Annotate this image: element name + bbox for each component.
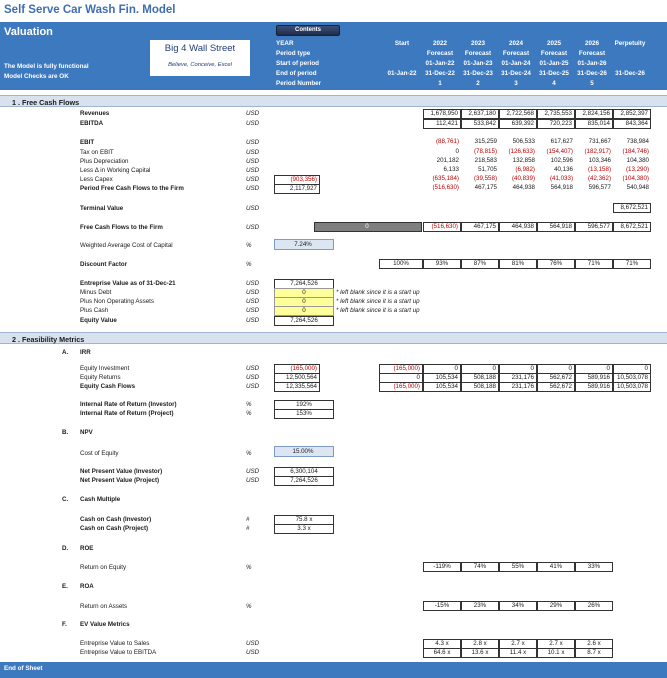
ev-adjustment-input[interactable]: 0 bbox=[274, 297, 334, 307]
metric-title: EV Value Metrics bbox=[80, 621, 130, 628]
row-label: Weighted Average Cost of Capital bbox=[80, 242, 173, 249]
model-title: Self Serve Car Wash Fin. Model bbox=[4, 4, 176, 16]
value-cell: 562,672 bbox=[537, 373, 575, 383]
metric-letter: D. bbox=[62, 545, 69, 552]
unit-label: USD bbox=[246, 317, 260, 324]
ev-adjustment-input[interactable]: 0 bbox=[274, 306, 334, 316]
value-cell: 102,596 bbox=[550, 157, 573, 164]
value-cell: 10,503,078 bbox=[613, 382, 651, 392]
value-cell: 464,938 bbox=[499, 222, 537, 232]
unit-label: USD bbox=[246, 280, 260, 287]
value-cell: 564,918 bbox=[537, 222, 575, 232]
logo-tagline: Believe, Conceive, Excel bbox=[168, 62, 232, 68]
row-label: Tax on EBIT bbox=[80, 149, 114, 156]
value-cell: 103,346 bbox=[588, 157, 611, 164]
roe-cell: 33% bbox=[575, 562, 613, 572]
period-year-cell: 2022 bbox=[432, 40, 447, 47]
value-cell: 639,392 bbox=[499, 119, 537, 129]
value-cell: 0 bbox=[499, 364, 537, 374]
ev-multiple-cell: 2.8 x bbox=[461, 639, 499, 649]
value-cell: 104,380 bbox=[626, 157, 649, 164]
period-end-cell: 01-Jan-22 bbox=[387, 70, 417, 77]
unit-label: % bbox=[246, 261, 252, 268]
metric-title: Cash Multiple bbox=[80, 496, 121, 503]
value-cell: 76% bbox=[537, 259, 575, 269]
period-row-label: Period type bbox=[276, 50, 311, 57]
unit-label: % bbox=[246, 401, 252, 408]
value-cell: 0 bbox=[537, 364, 575, 374]
discount-start-cell: 100% bbox=[379, 259, 423, 269]
unit-label: % bbox=[246, 564, 252, 571]
row-label: Plus Cash bbox=[80, 307, 109, 314]
row-label: Period Free Cash Flows to the Firm bbox=[80, 185, 184, 192]
value-cell: 562,672 bbox=[537, 382, 575, 392]
period-type-cell: Forecast bbox=[426, 50, 454, 57]
unit-label: USD bbox=[246, 640, 260, 647]
roa-cell: -15% bbox=[423, 601, 461, 611]
period-start-cell: 01-Jan-26 bbox=[577, 60, 607, 67]
unit-label: USD bbox=[246, 205, 260, 212]
value-cell: 71% bbox=[575, 259, 613, 269]
npv-result-cell: 7,264,526 bbox=[274, 476, 334, 486]
row-label: Equity Value bbox=[80, 317, 117, 324]
period-year-cell: Perpetuity bbox=[614, 40, 646, 47]
row-label: Internal Rate of Return (Investor) bbox=[80, 401, 177, 408]
period-type-cell: Forecast bbox=[502, 50, 530, 57]
unit-label: USD bbox=[246, 298, 260, 305]
total-cell: 2,117,927 bbox=[274, 184, 320, 194]
value-cell: 81% bbox=[499, 259, 537, 269]
metric-title: ROE bbox=[80, 545, 94, 552]
row-label: Equity Cash Flows bbox=[80, 383, 136, 390]
period-row-label: Start of period bbox=[276, 60, 320, 67]
value-cell: 2,722,568 bbox=[499, 109, 537, 119]
period-end-cell: 31-Dec-26 bbox=[615, 70, 645, 77]
metric-letter: B. bbox=[62, 429, 69, 436]
company-logo bbox=[150, 40, 250, 76]
unit-label: USD bbox=[246, 365, 260, 372]
start-cell: (165,000) bbox=[379, 364, 423, 374]
value-cell: (184,746) bbox=[622, 148, 649, 155]
value-cell: 8,672,521 bbox=[613, 222, 651, 232]
value-cell: 93% bbox=[423, 259, 461, 269]
wacc-input[interactable]: 7.24% bbox=[274, 239, 334, 250]
unit-label: # bbox=[246, 516, 250, 523]
value-cell: (635,184) bbox=[432, 175, 459, 182]
value-cell: 132,858 bbox=[512, 157, 535, 164]
period-end-cell: 31-Dec-22 bbox=[425, 70, 455, 77]
period-num-cell: 5 bbox=[590, 80, 594, 87]
row-label: Net Present Value (Investor) bbox=[80, 468, 163, 475]
period-end-cell: 31-Dec-23 bbox=[463, 70, 493, 77]
row-label: Entreprise Value to EBITDA bbox=[80, 649, 157, 656]
footer-bar bbox=[0, 662, 667, 678]
roa-cell: 34% bbox=[499, 601, 537, 611]
value-cell: 508,188 bbox=[461, 373, 499, 383]
value-cell: 2,852,397 bbox=[613, 109, 651, 119]
period-row-label: Period Number bbox=[276, 80, 322, 87]
value-cell: (13,290) bbox=[625, 166, 649, 173]
ev-multiple-cell: 2.6 x bbox=[575, 639, 613, 649]
cash-multiple-cell: 75.8 x bbox=[274, 515, 334, 525]
unit-label: USD bbox=[246, 383, 260, 390]
value-cell: 2,824,156 bbox=[575, 109, 613, 119]
unit-label: USD bbox=[246, 110, 260, 117]
total-cell: 12,335,564 bbox=[274, 382, 320, 392]
roe-cell: -119% bbox=[423, 562, 461, 572]
metric-letter: F. bbox=[62, 621, 67, 628]
value-cell: 508,188 bbox=[461, 382, 499, 392]
value-cell: 720,223 bbox=[537, 119, 575, 129]
row-label: EBITDA bbox=[80, 120, 104, 127]
period-num-cell: 3 bbox=[514, 80, 518, 87]
roa-cell: 26% bbox=[575, 601, 613, 611]
unit-label: USD bbox=[246, 468, 260, 475]
value-cell: 617,627 bbox=[550, 138, 573, 145]
roe-cell: 55% bbox=[499, 562, 537, 572]
unit-label: # bbox=[246, 525, 250, 532]
value-cell: 87% bbox=[461, 259, 499, 269]
row-label: Less Δ in Working Capital bbox=[80, 167, 151, 174]
period-end-cell: 31-Dec-26 bbox=[577, 70, 607, 77]
start-up-note: * left blank since it is a start up bbox=[336, 307, 420, 314]
metric-title: NPV bbox=[80, 429, 93, 436]
row-label: Cash on Cash (Project) bbox=[80, 525, 149, 532]
row-label: Revenues bbox=[80, 110, 110, 117]
period-start-cell: 01-Jan-22 bbox=[425, 60, 455, 67]
row-label: Internal Rate of Return (Project) bbox=[80, 410, 174, 417]
row-label: Entreprise Value to Sales bbox=[80, 640, 150, 647]
value-cell: 218,583 bbox=[474, 157, 497, 164]
value-cell: 0 bbox=[423, 364, 461, 374]
period-end-cell: 31-Dec-24 bbox=[501, 70, 531, 77]
contents-button[interactable]: Contents bbox=[276, 25, 340, 36]
row-label: Entreprise Value as of 31-Dec-21 bbox=[80, 280, 176, 287]
ev-multiple-cell: 13.6 x bbox=[461, 648, 499, 658]
value-cell: 467,175 bbox=[461, 222, 499, 232]
ev-multiple-cell: 2.7 x bbox=[537, 639, 575, 649]
row-label: Equity Returns bbox=[80, 374, 121, 381]
section-bar-feasibility-metrics bbox=[0, 332, 667, 344]
value-cell: 596,577 bbox=[588, 184, 611, 191]
period-start-cell: 01-Jan-24 bbox=[501, 60, 531, 67]
value-cell: 0 bbox=[613, 364, 651, 374]
value-cell: 0 bbox=[575, 364, 613, 374]
roe-cell: 41% bbox=[537, 562, 575, 572]
period-year-cell: Start bbox=[394, 40, 410, 47]
end-of-sheet-label: End of Sheet bbox=[4, 665, 43, 672]
value-cell: 10,503,078 bbox=[613, 373, 651, 383]
period-start-cell: 01-Jan-25 bbox=[539, 60, 569, 67]
start-cell: (165,000) bbox=[379, 382, 423, 392]
value-cell: 540,948 bbox=[626, 184, 649, 191]
value-cell: 2,637,180 bbox=[461, 109, 499, 119]
value-cell: 71% bbox=[613, 259, 651, 269]
value-cell: 6,133 bbox=[443, 166, 459, 173]
unit-label: USD bbox=[246, 289, 260, 296]
section-title: 2 . Feasibility Metrics bbox=[12, 334, 85, 344]
value-cell: 589,916 bbox=[575, 382, 613, 392]
row-label: Cash on Cash (Investor) bbox=[80, 516, 152, 523]
unit-label: % bbox=[246, 242, 252, 249]
start-up-note: * left blank since it is a start up bbox=[336, 289, 420, 296]
metric-title: ROA bbox=[80, 583, 94, 590]
ev-multiple-cell: 2.7 x bbox=[499, 639, 537, 649]
row-label: Return on Assets bbox=[80, 603, 128, 610]
model-functional-note: The Model is fully functional bbox=[4, 63, 89, 70]
value-cell: 843,364 bbox=[613, 119, 651, 129]
logo-name: Big 4 Wall Street bbox=[164, 43, 236, 54]
value-cell: (182,917) bbox=[584, 148, 611, 155]
value-cell: 738,984 bbox=[626, 138, 649, 145]
section-title: 1 . Free Cash Flows bbox=[12, 97, 80, 107]
value-cell: 0 bbox=[455, 148, 459, 155]
ev-multiple-cell: 64.6 x bbox=[423, 648, 461, 658]
unit-label: USD bbox=[246, 649, 260, 656]
roa-cell: 29% bbox=[537, 601, 575, 611]
model-checks-note: Model Checks are OK bbox=[4, 73, 69, 80]
value-cell: 2,735,553 bbox=[537, 109, 575, 119]
unit-label: % bbox=[246, 410, 252, 417]
metric-title: IRR bbox=[80, 349, 91, 356]
metric-letter: C. bbox=[62, 496, 69, 503]
value-cell: (13,158) bbox=[587, 166, 611, 173]
period-type-cell: Forecast bbox=[578, 50, 606, 57]
row-label: Plus Non Operating Assets bbox=[80, 298, 154, 305]
period-start-cell: 01-Jan-23 bbox=[463, 60, 493, 67]
row-label: EBIT bbox=[80, 139, 95, 146]
period-year-cell: 2025 bbox=[546, 40, 561, 47]
value-cell: 506,533 bbox=[512, 138, 535, 145]
unit-label: USD bbox=[246, 139, 260, 146]
period-type-cell: Forecast bbox=[540, 50, 568, 57]
value-cell: 105,534 bbox=[423, 382, 461, 392]
row-label: Discount Factor bbox=[80, 261, 128, 268]
value-cell: 1,678,950 bbox=[423, 109, 461, 119]
row-label: Net Present Value (Project) bbox=[80, 477, 160, 484]
unit-label: USD bbox=[246, 307, 260, 314]
value-cell: 564,918 bbox=[550, 184, 573, 191]
cost-of-equity-input[interactable]: 15.00% bbox=[274, 446, 334, 457]
unit-label: % bbox=[246, 450, 252, 457]
roe-cell: 74% bbox=[461, 562, 499, 572]
ev-adjustment-input[interactable]: 0 bbox=[274, 288, 334, 298]
start-up-note: * left blank since it is a start up bbox=[336, 298, 420, 305]
irr-result-cell: 153% bbox=[274, 409, 334, 419]
row-label: Free Cash Flows to the Firm bbox=[80, 224, 163, 231]
ev-value-cell: 7,264,526 bbox=[274, 316, 334, 326]
value-cell: (41,033) bbox=[549, 175, 573, 182]
start-cell: 0 bbox=[379, 373, 423, 383]
period-num-cell: 2 bbox=[476, 80, 480, 87]
value-cell: (154,407) bbox=[546, 148, 573, 155]
value-cell: 105,534 bbox=[423, 373, 461, 383]
value-cell: (78,815) bbox=[473, 148, 497, 155]
period-num-cell: 1 bbox=[438, 80, 442, 87]
row-label: Return on Equity bbox=[80, 564, 127, 571]
value-cell: 231,176 bbox=[499, 373, 537, 383]
ev-value-cell: 7,264,526 bbox=[274, 279, 334, 289]
period-year-cell: 2023 bbox=[470, 40, 485, 47]
sheet-heading: Valuation bbox=[4, 26, 53, 38]
value-cell: 231,176 bbox=[499, 382, 537, 392]
period-row-label: YEAR bbox=[276, 40, 294, 47]
unit-label: USD bbox=[246, 477, 260, 484]
period-row-label: End of period bbox=[276, 70, 317, 77]
value-cell: (39,558) bbox=[473, 175, 497, 182]
metric-letter: A. bbox=[62, 349, 69, 356]
period-num-cell: 4 bbox=[552, 80, 556, 87]
period-end-cell: 31-Dec-25 bbox=[539, 70, 569, 77]
metric-letter: E. bbox=[62, 583, 68, 590]
cash-multiple-cell: 3.3 x bbox=[274, 524, 334, 534]
value-cell: 201,182 bbox=[436, 157, 459, 164]
unit-label: USD bbox=[246, 167, 260, 174]
value-cell: (126,633) bbox=[508, 148, 535, 155]
row-label: Cost of Equity bbox=[80, 450, 119, 457]
npv-result-cell: 6,300,104 bbox=[274, 467, 334, 477]
period-type-cell: Forecast bbox=[464, 50, 492, 57]
value-cell: (104,380) bbox=[622, 175, 649, 182]
roa-cell: 23% bbox=[461, 601, 499, 611]
value-cell: 51,705 bbox=[478, 166, 497, 173]
value-cell: 112,421 bbox=[423, 119, 461, 129]
unit-label: USD bbox=[246, 224, 260, 231]
value-cell: (6,982) bbox=[515, 166, 535, 173]
value-cell: 596,577 bbox=[575, 222, 613, 232]
row-label: Less Capex bbox=[80, 176, 113, 183]
unit-label: USD bbox=[246, 149, 260, 156]
terminal-value-cell: 8,672,521 bbox=[613, 203, 651, 213]
unit-label: % bbox=[246, 603, 252, 610]
total-cell: (165,000) bbox=[274, 364, 320, 374]
value-cell: (516,630) bbox=[423, 222, 461, 232]
irr-result-cell: 192% bbox=[274, 400, 334, 410]
value-cell: 589,916 bbox=[575, 373, 613, 383]
value-cell: (88,761) bbox=[435, 138, 459, 145]
unit-label: USD bbox=[246, 185, 260, 192]
row-label: Equity Investment bbox=[80, 365, 130, 372]
row-label: Minus Debt bbox=[80, 289, 112, 296]
fcff-start-cell: 0 bbox=[314, 222, 422, 232]
value-cell: (516,630) bbox=[432, 184, 459, 191]
row-label: Terminal Value bbox=[80, 205, 124, 212]
row-label: Plus Depreciation bbox=[80, 158, 129, 165]
unit-label: USD bbox=[246, 120, 260, 127]
ev-multiple-cell: 11.4 x bbox=[499, 648, 537, 658]
value-cell: 315,259 bbox=[474, 138, 497, 145]
ev-multiple-cell: 8.7 x bbox=[575, 648, 613, 658]
unit-label: USD bbox=[246, 176, 260, 183]
period-year-cell: 2026 bbox=[584, 40, 599, 47]
total-cell: (903,356) bbox=[274, 175, 320, 185]
value-cell: (42,362) bbox=[587, 175, 611, 182]
value-cell: 533,842 bbox=[461, 119, 499, 129]
value-cell: 467,175 bbox=[474, 184, 497, 191]
value-cell: 731,667 bbox=[588, 138, 611, 145]
unit-label: USD bbox=[246, 374, 260, 381]
ev-multiple-cell: 4.3 x bbox=[423, 639, 461, 649]
section-bar-free-cash-flows bbox=[0, 95, 667, 107]
ev-multiple-cell: 10.1 x bbox=[537, 648, 575, 658]
value-cell: 40,136 bbox=[554, 166, 573, 173]
value-cell: 835,014 bbox=[575, 119, 613, 129]
value-cell: 464,938 bbox=[512, 184, 535, 191]
value-cell: 0 bbox=[461, 364, 499, 374]
value-cell: (40,839) bbox=[511, 175, 535, 182]
unit-label: USD bbox=[246, 158, 260, 165]
period-year-cell: 2024 bbox=[508, 40, 523, 47]
total-cell: 12,500,564 bbox=[274, 373, 320, 383]
